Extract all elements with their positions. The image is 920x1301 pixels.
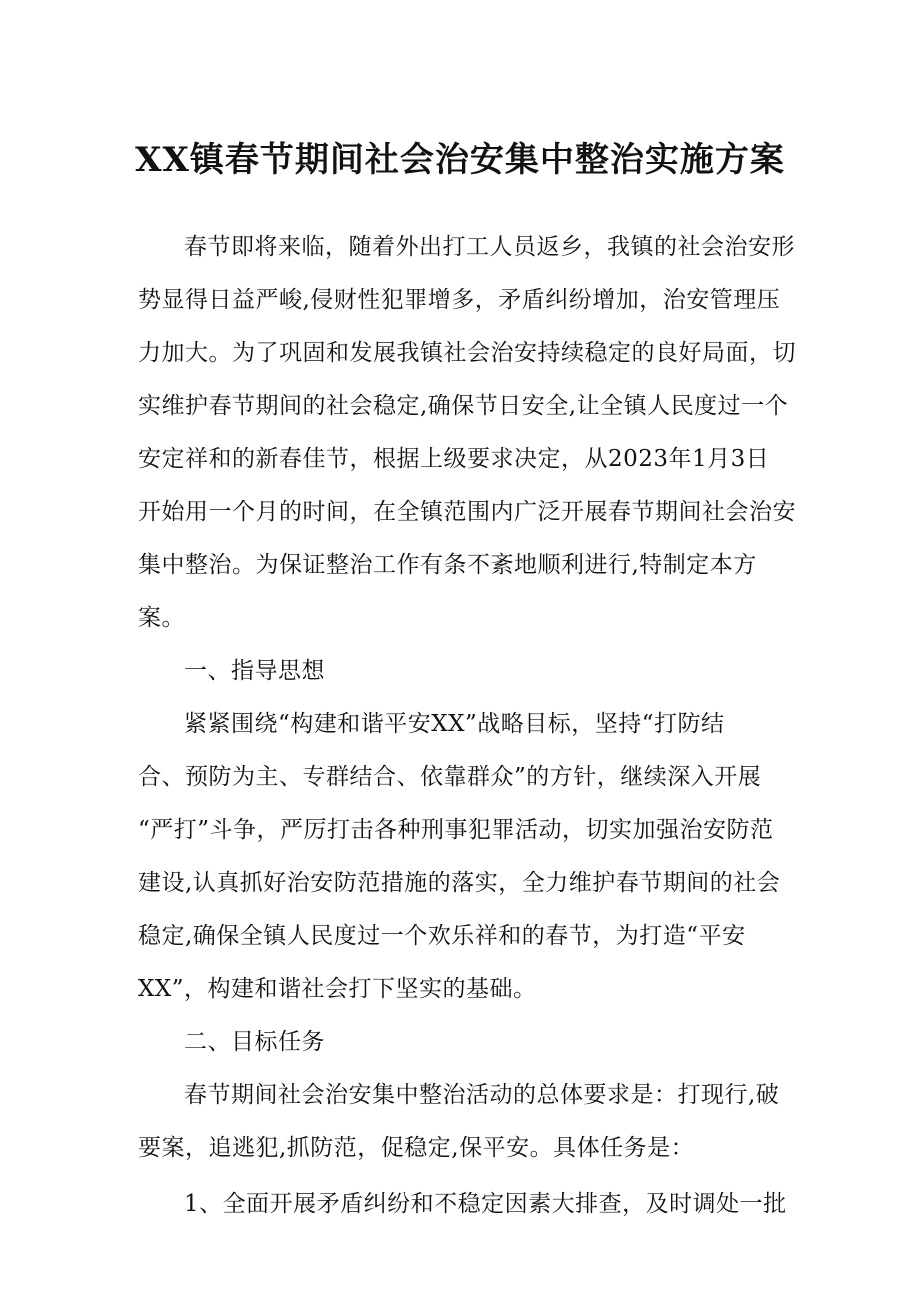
document-title: XX镇春节期间社会治安集中整治实施方案 bbox=[135, 140, 785, 180]
paragraph-line: 建设,认真抓好治安防范措施的落实，全力维护春节期间的社会 bbox=[138, 870, 781, 896]
paragraph-line: 势显得日益严峻,侵财性犯罪增多，矛盾纠纷增加，治安管理压 bbox=[138, 287, 781, 313]
paragraph-line: 春节即将来临，随着外出打工人员返乡，我镇的社会治安形 bbox=[184, 234, 795, 260]
task-item-1: 1、全面开展矛盾纠纷和不稳定因素大排查，及时调处一批 bbox=[184, 1191, 787, 1217]
paragraph-line: 集中整治。为保证整治工作有条不紊地顺利进行,特制定本方 bbox=[138, 552, 757, 578]
paragraph-line: XX”，构建和谐社会打下坚实的基础。 bbox=[138, 976, 537, 1002]
paragraph-line: 力加大。为了巩固和发展我镇社会治安持续稳定的良好局面，切 bbox=[138, 340, 796, 366]
paragraph-line: 稳定,确保全镇人民度过一个欢乐祥和的春节，为打造“平安 bbox=[138, 923, 746, 949]
section-heading-goals-tasks: 二、目标任务 bbox=[184, 1029, 325, 1055]
paragraph-line: 合、预防为主、专群结合、依靠群众”的方针，继续深入开展 bbox=[138, 764, 762, 790]
paragraph-line: “严打”斗争，严厉打击各种刑事犯罪活动，切实加强治安防范 bbox=[138, 817, 774, 843]
paragraph-line: 安定祥和的新春佳节，根据上级要求决定，从2023年1月3日 bbox=[138, 446, 770, 472]
paragraph-line: 开始用一个月的时间，在全镇范围内广泛开展春节期间社会治安 bbox=[138, 499, 796, 525]
paragraph-line: 案。 bbox=[138, 605, 185, 631]
paragraph-line: 春节期间社会治安集中整治活动的总体要求是：打现行,破 bbox=[184, 1082, 780, 1108]
paragraph-line: 紧紧围绕“构建和谐平安XX”战略目标，坚持“打防结 bbox=[184, 711, 725, 737]
paragraph-line: 要案，追逃犯,抓防范，促稳定,保平安。具体任务是： bbox=[138, 1135, 695, 1161]
paragraph-line: 实维护春节期间的社会稳定,确保节日安全,让全镇人民度过一个 bbox=[138, 393, 789, 419]
section-heading-guiding-thought: 一、指导思想 bbox=[184, 658, 325, 684]
